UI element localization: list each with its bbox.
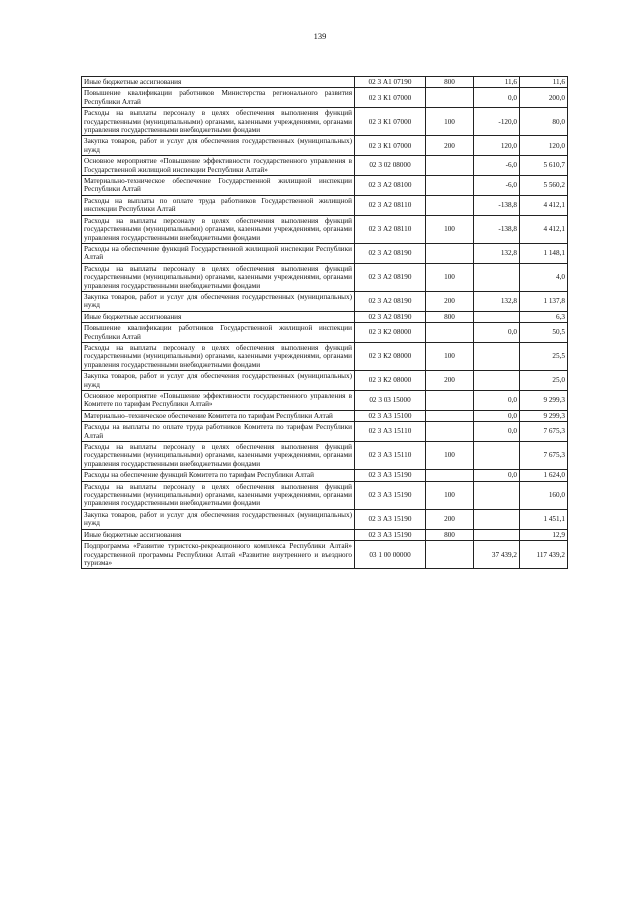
cell-expense-type xyxy=(426,195,474,215)
cell-expense-type: 100 xyxy=(426,342,474,370)
cell-code: 02 3 А3 15110 xyxy=(355,442,426,470)
table-row xyxy=(82,323,568,343)
cell-expense-type: 200 xyxy=(426,136,474,156)
table-row xyxy=(82,311,568,322)
table-row xyxy=(82,195,568,215)
cell-code: 02 3 А2 08190 xyxy=(355,263,426,291)
table-row xyxy=(82,88,568,108)
cell-name: Расходы на выплаты по оплате труда работников Комитета по тарифам Республики Алтай xyxy=(82,422,355,442)
cell-expense-type: 100 xyxy=(426,215,474,243)
cell-change-amount: 0,0 xyxy=(474,88,520,108)
table-row xyxy=(82,156,568,176)
table-row xyxy=(82,541,568,569)
cell-code: 02 3 02 08000 xyxy=(355,156,426,176)
cell-name: Закупка товаров, работ и услуг для обеспечения государственных (муниципальных) нужд xyxy=(82,136,355,156)
table-row xyxy=(82,136,568,156)
table-row xyxy=(82,243,568,263)
cell-name: Иные бюджетные ассигнования xyxy=(82,77,355,88)
table-row xyxy=(82,371,568,391)
cell-code: 02 3 К2 08000 xyxy=(355,323,426,343)
cell-name: Подпрограмма «Развитие туристско-рекреационного комплекса Республики Алтай» государственной программы Республики Алтай «Развитие внутреннего и въездного туризма» xyxy=(82,541,355,569)
cell-total-amount: 11,6 xyxy=(520,77,568,88)
cell-expense-type xyxy=(426,470,474,481)
cell-expense-type: 100 xyxy=(426,108,474,136)
cell-total-amount: 80,0 xyxy=(520,108,568,136)
cell-code: 02 3 А3 15100 xyxy=(355,410,426,421)
cell-change-amount: 132,8 xyxy=(474,291,520,311)
cell-change-amount xyxy=(474,509,520,529)
cell-total-amount: 200,0 xyxy=(520,88,568,108)
page-number: 139 xyxy=(313,31,327,41)
cell-code: 02 3 К2 08000 xyxy=(355,342,426,370)
cell-expense-type: 800 xyxy=(426,311,474,322)
table-row xyxy=(82,442,568,470)
cell-code: 02 3 А3 15190 xyxy=(355,509,426,529)
cell-code: 02 3 А3 15110 xyxy=(355,422,426,442)
table-row xyxy=(82,529,568,540)
cell-expense-type xyxy=(426,156,474,176)
cell-name: Закупка товаров, работ и услуг для обеспечения государственных (муниципальных) нужд xyxy=(82,291,355,311)
cell-total-amount: 1 137,8 xyxy=(520,291,568,311)
cell-name: Расходы на выплаты персоналу в целях обеспечения выполнения функций государственными (муниципальными) органами, казенными учреждениями, органами управления государственными внебюджетными фондами xyxy=(82,342,355,370)
cell-expense-type: 800 xyxy=(426,529,474,540)
cell-code: 02 3 А1 07190 xyxy=(355,77,426,88)
cell-change-amount: 11,6 xyxy=(474,77,520,88)
cell-total-amount: 1 451,1 xyxy=(520,509,568,529)
cell-expense-type: 200 xyxy=(426,509,474,529)
table-row xyxy=(82,410,568,421)
cell-expense-type: 100 xyxy=(426,442,474,470)
cell-code: 02 3 А2 08190 xyxy=(355,291,426,311)
cell-total-amount: 4,0 xyxy=(520,263,568,291)
cell-expense-type xyxy=(426,541,474,569)
cell-code: 02 3 А2 08110 xyxy=(355,195,426,215)
cell-total-amount: 120,0 xyxy=(520,136,568,156)
table-row xyxy=(82,108,568,136)
cell-change-amount: 37 439,2 xyxy=(474,541,520,569)
cell-change-amount: -6,0 xyxy=(474,176,520,196)
cell-change-amount xyxy=(474,481,520,509)
cell-total-amount: 5 560,2 xyxy=(520,176,568,196)
table-row xyxy=(82,291,568,311)
cell-code: 02 3 03 15000 xyxy=(355,391,426,411)
cell-name: Расходы на обеспечение функций Комитета по тарифам Республики Алтай xyxy=(82,470,355,481)
cell-change-amount: -138,8 xyxy=(474,215,520,243)
cell-total-amount: 25,5 xyxy=(520,342,568,370)
cell-total-amount: 12,9 xyxy=(520,529,568,540)
cell-total-amount: 7 675,3 xyxy=(520,422,568,442)
cell-change-amount xyxy=(474,311,520,322)
cell-expense-type xyxy=(426,422,474,442)
cell-total-amount: 117 439,2 xyxy=(520,541,568,569)
cell-change-amount: 0,0 xyxy=(474,391,520,411)
budget-table-body xyxy=(82,77,568,569)
cell-change-amount xyxy=(474,442,520,470)
cell-name: Иные бюджетные ассигнования xyxy=(82,529,355,540)
cell-code: 02 3 К1 07000 xyxy=(355,136,426,156)
cell-total-amount: 50,5 xyxy=(520,323,568,343)
cell-total-amount: 9 299,3 xyxy=(520,391,568,411)
cell-code: 03 1 00 00000 xyxy=(355,541,426,569)
table-row xyxy=(82,77,568,88)
cell-change-amount: -6,0 xyxy=(474,156,520,176)
cell-name: Расходы на выплаты персоналу в целях обеспечения выполнения функций государственными (муниципальными) органами, казенными учреждениями, органами управления государственными внебюджетными фондами xyxy=(82,108,355,136)
cell-total-amount: 1 624,0 xyxy=(520,470,568,481)
cell-change-amount: 0,0 xyxy=(474,323,520,343)
cell-name: Расходы на обеспечение функций Государственной жилищной инспекции Республики Алтай xyxy=(82,243,355,263)
cell-name: Расходы на выплаты персоналу в целях обеспечения выполнения функций государственными (муниципальными) органами, казенными учреждениями, органами управления государственными внебюджетными фондами xyxy=(82,263,355,291)
cell-code: 02 3 А2 08190 xyxy=(355,311,426,322)
cell-name: Расходы на выплаты персоналу в целях обеспечения выполнения функций государственными (муниципальными) органами, казенными учреждениями, органами управления государственными внебюджетными фондами xyxy=(82,442,355,470)
cell-code: 02 3 А3 15190 xyxy=(355,481,426,509)
cell-expense-type: 100 xyxy=(426,263,474,291)
cell-expense-type xyxy=(426,410,474,421)
cell-name: Закупка товаров, работ и услуг для обеспечения государственных (муниципальных) нужд xyxy=(82,371,355,391)
cell-expense-type xyxy=(426,243,474,263)
table-row xyxy=(82,391,568,411)
table-row xyxy=(82,509,568,529)
cell-name: Расходы на выплаты персоналу в целях обеспечения выполнения функций государственными (муниципальными) органами, казенными учреждениями, органами управления государственными внебюджетными фондами xyxy=(82,215,355,243)
table-row xyxy=(82,470,568,481)
table-row xyxy=(82,176,568,196)
cell-total-amount: 1 148,1 xyxy=(520,243,568,263)
cell-change-amount xyxy=(474,529,520,540)
cell-total-amount: 6,3 xyxy=(520,311,568,322)
cell-code: 02 3 К1 07000 xyxy=(355,88,426,108)
cell-code: 02 3 А3 15190 xyxy=(355,470,426,481)
cell-name: Иные бюджетные ассигнования xyxy=(82,311,355,322)
cell-change-amount: 0,0 xyxy=(474,410,520,421)
cell-change-amount: -120,0 xyxy=(474,108,520,136)
cell-total-amount: 160,0 xyxy=(520,481,568,509)
cell-name: Повышение квалификации работников Государственной жилищной инспекции Республики Алтай xyxy=(82,323,355,343)
cell-name: Расходы на выплаты персоналу в целях обеспечения выполнения функций государственными (муниципальными) органами, казенными учреждениями, органами управления государственными внебюджетными фондами xyxy=(82,481,355,509)
cell-change-amount xyxy=(474,342,520,370)
cell-change-amount: 120,0 xyxy=(474,136,520,156)
cell-change-amount xyxy=(474,371,520,391)
cell-code: 02 3 А2 08110 xyxy=(355,215,426,243)
cell-expense-type xyxy=(426,176,474,196)
cell-expense-type: 200 xyxy=(426,291,474,311)
table-row xyxy=(82,342,568,370)
cell-expense-type xyxy=(426,88,474,108)
cell-change-amount: -138,8 xyxy=(474,195,520,215)
cell-change-amount: 0,0 xyxy=(474,422,520,442)
cell-expense-type xyxy=(426,391,474,411)
cell-change-amount xyxy=(474,263,520,291)
cell-total-amount: 5 610,7 xyxy=(520,156,568,176)
cell-total-amount: 25,0 xyxy=(520,371,568,391)
cell-name: Основное мероприятие «Повышение эффективности государственного управления в Комитете по тарифам Республики Алтай» xyxy=(82,391,355,411)
table-row xyxy=(82,481,568,509)
cell-change-amount: 0,0 xyxy=(474,470,520,481)
table-row xyxy=(82,422,568,442)
cell-code: 02 3 А2 08190 xyxy=(355,243,426,263)
table-row xyxy=(82,215,568,243)
cell-change-amount: 132,8 xyxy=(474,243,520,263)
cell-code: 02 3 К2 08000 xyxy=(355,371,426,391)
cell-name: Расходы на выплаты по оплате труда работников Государственной жилищной инспекции Республики Алтай xyxy=(82,195,355,215)
cell-expense-type: 800 xyxy=(426,77,474,88)
cell-code: 02 3 А2 08100 xyxy=(355,176,426,196)
cell-code: 02 3 А3 15190 xyxy=(355,529,426,540)
cell-expense-type: 200 xyxy=(426,371,474,391)
cell-expense-type xyxy=(426,323,474,343)
cell-name: Основное мероприятие «Повышение эффективности государственного управления в Государственной жилищной инспекции Республики Алтай» xyxy=(82,156,355,176)
cell-total-amount: 4 412,1 xyxy=(520,195,568,215)
cell-total-amount: 7 675,3 xyxy=(520,442,568,470)
budget-table xyxy=(81,76,568,569)
cell-total-amount: 9 299,3 xyxy=(520,410,568,421)
table-row xyxy=(82,263,568,291)
cell-name: Повышение квалификации работников Министерства регионального развития Республики Алтай xyxy=(82,88,355,108)
cell-name: Материально-техническое обеспечение Государственной жилищной инспекции Республики Алтай xyxy=(82,176,355,196)
cell-name: Материально–техническое обеспечение Комитета по тарифам Республики Алтай xyxy=(82,410,355,421)
cell-code: 02 3 К1 07000 xyxy=(355,108,426,136)
cell-expense-type: 100 xyxy=(426,481,474,509)
cell-name: Закупка товаров, работ и услуг для обеспечения государственных (муниципальных) нужд xyxy=(82,509,355,529)
cell-total-amount: 4 412,1 xyxy=(520,215,568,243)
